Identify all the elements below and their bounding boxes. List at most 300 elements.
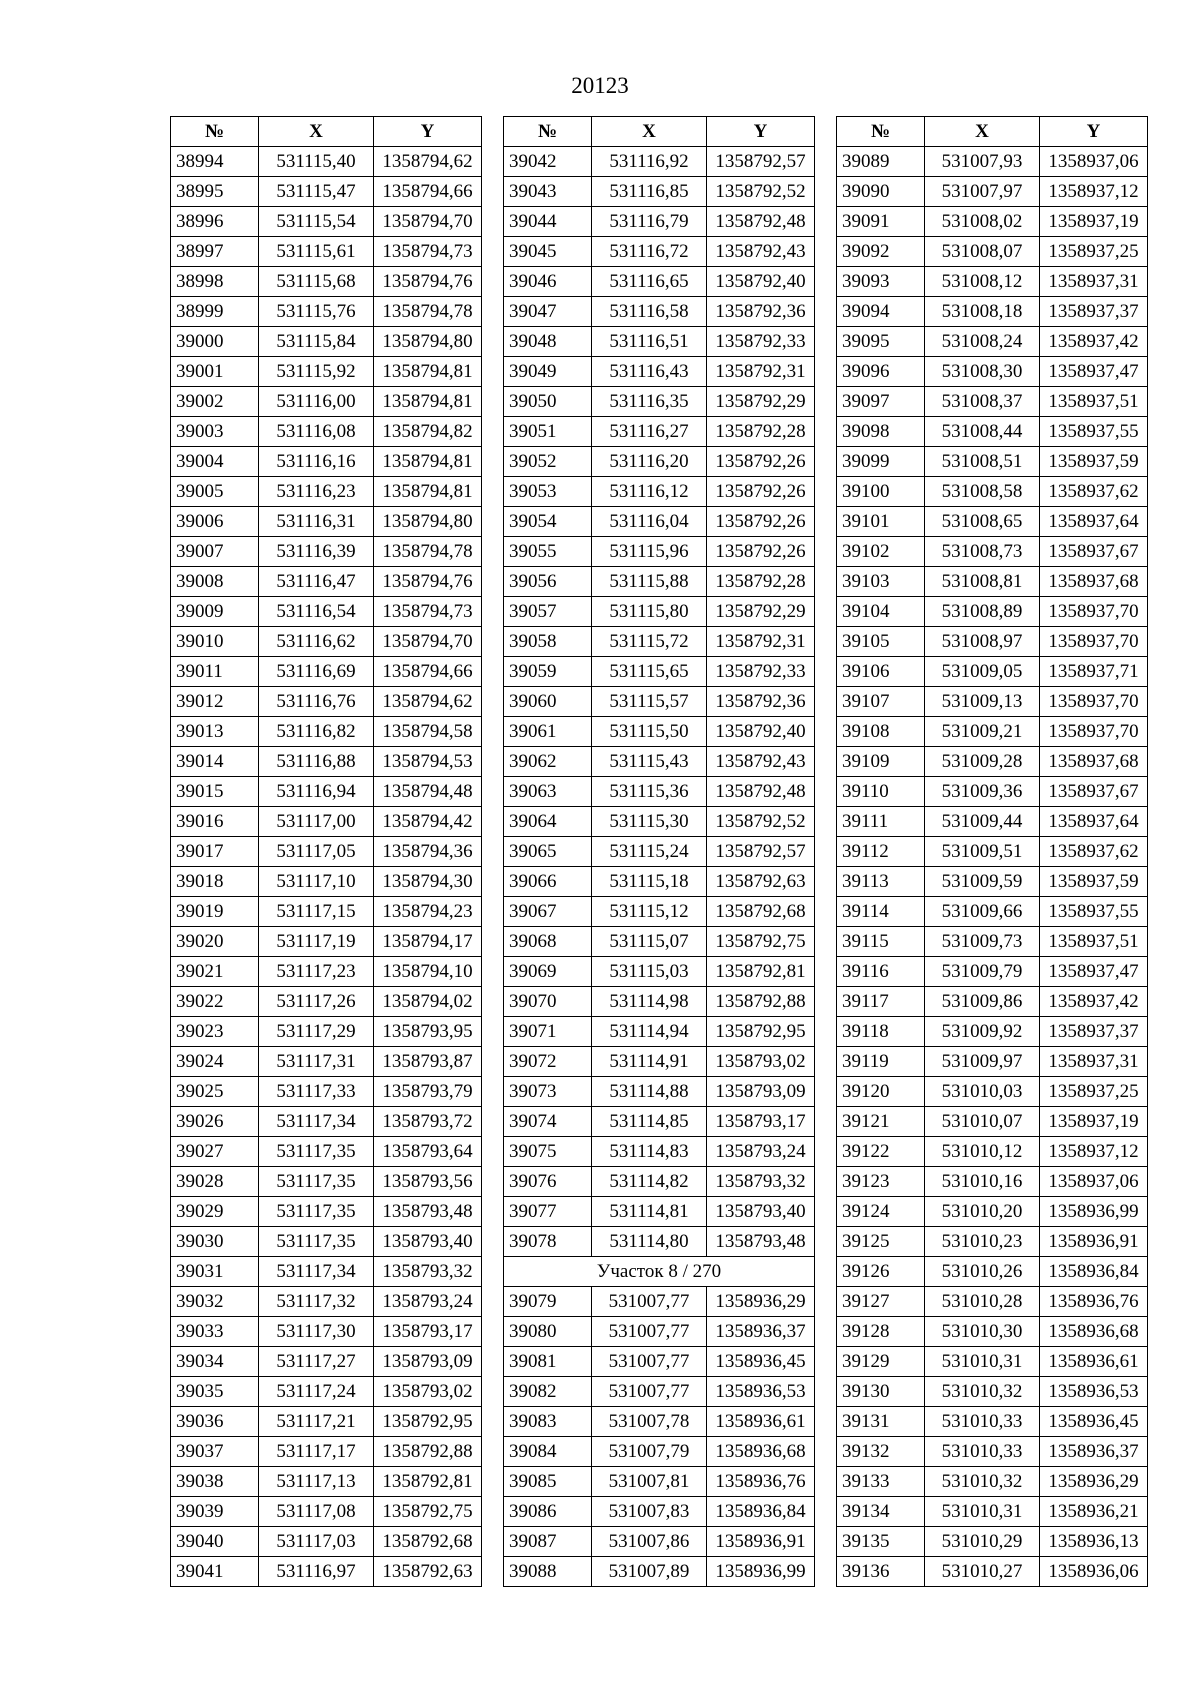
point-number: 39017 (171, 837, 259, 867)
point-number: 39006 (171, 507, 259, 537)
table-row (504, 1557, 815, 1587)
y-coordinate: 1358936,53 (707, 1377, 815, 1407)
y-coordinate: 1358794,80 (374, 327, 482, 357)
coordinates-table-1 (170, 116, 482, 1587)
point-number: 39007 (171, 537, 259, 567)
table-row (504, 237, 815, 267)
section-row (504, 1257, 815, 1287)
point-number: 39106 (837, 657, 925, 687)
table-row (504, 927, 815, 957)
x-coordinate: 531117,27 (259, 1347, 374, 1377)
y-coordinate: 1358793,87 (374, 1047, 482, 1077)
table-row (837, 1497, 1148, 1527)
y-coordinate: 1358937,47 (1040, 357, 1148, 387)
table-row (171, 387, 482, 417)
x-coordinate: 531117,24 (259, 1377, 374, 1407)
y-coordinate: 1358936,13 (1040, 1527, 1148, 1557)
point-number: 39043 (504, 177, 592, 207)
x-coordinate: 531007,77 (592, 1287, 707, 1317)
point-number: 39101 (837, 507, 925, 537)
point-number: 39085 (504, 1467, 592, 1497)
x-coordinate: 531008,51 (925, 447, 1040, 477)
y-coordinate: 1358937,12 (1040, 177, 1148, 207)
y-coordinate: 1358792,36 (707, 687, 815, 717)
table-row (504, 627, 815, 657)
x-coordinate: 531007,77 (592, 1347, 707, 1377)
y-coordinate: 1358792,81 (374, 1467, 482, 1497)
table-row (837, 807, 1148, 837)
x-coordinate: 531008,44 (925, 417, 1040, 447)
point-number: 39041 (171, 1557, 259, 1587)
table-row (837, 687, 1148, 717)
point-number: 39056 (504, 567, 592, 597)
x-coordinate: 531116,39 (259, 537, 374, 567)
table-row (504, 747, 815, 777)
table-row (171, 1227, 482, 1257)
point-number: 39039 (171, 1497, 259, 1527)
x-coordinate: 531116,47 (259, 567, 374, 597)
y-coordinate: 1358936,91 (707, 1527, 815, 1557)
table-row (504, 1197, 815, 1227)
point-number: 39088 (504, 1557, 592, 1587)
x-coordinate: 531010,29 (925, 1527, 1040, 1557)
table-row (837, 717, 1148, 747)
point-number: 39016 (171, 807, 259, 837)
y-coordinate: 1358937,51 (1040, 927, 1148, 957)
table-row (504, 837, 815, 867)
table-row (171, 957, 482, 987)
y-coordinate: 1358794,66 (374, 657, 482, 687)
x-coordinate: 531116,54 (259, 597, 374, 627)
point-number: 39037 (171, 1437, 259, 1467)
y-coordinate: 1358794,78 (374, 537, 482, 567)
x-coordinate: 531114,98 (592, 987, 707, 1017)
x-coordinate: 531008,58 (925, 477, 1040, 507)
table-row (171, 657, 482, 687)
y-coordinate: 1358792,68 (374, 1527, 482, 1557)
header-y: Y (707, 117, 815, 147)
x-coordinate: 531116,97 (259, 1557, 374, 1587)
x-coordinate: 531115,03 (592, 957, 707, 987)
y-coordinate: 1358794,62 (374, 147, 482, 177)
table-row (504, 267, 815, 297)
point-number: 39083 (504, 1407, 592, 1437)
table-row (171, 1557, 482, 1587)
point-number: 39127 (837, 1287, 925, 1317)
y-coordinate: 1358937,25 (1040, 1077, 1148, 1107)
x-coordinate: 531115,96 (592, 537, 707, 567)
table-row (504, 1377, 815, 1407)
y-coordinate: 1358794,82 (374, 417, 482, 447)
table-row (171, 1197, 482, 1227)
table-row (837, 1167, 1148, 1197)
x-coordinate: 531009,44 (925, 807, 1040, 837)
y-coordinate: 1358794,80 (374, 507, 482, 537)
y-coordinate: 1358792,28 (707, 417, 815, 447)
x-coordinate: 531114,91 (592, 1047, 707, 1077)
table-row (171, 1137, 482, 1167)
table-row (171, 1107, 482, 1137)
x-coordinate: 531117,32 (259, 1287, 374, 1317)
header-row (171, 117, 482, 147)
point-number: 39026 (171, 1107, 259, 1137)
x-coordinate: 531116,82 (259, 717, 374, 747)
table-row (504, 897, 815, 927)
point-number: 39029 (171, 1197, 259, 1227)
table-row (837, 297, 1148, 327)
y-coordinate: 1358792,36 (707, 297, 815, 327)
y-coordinate: 1358794,81 (374, 447, 482, 477)
x-coordinate: 531116,12 (592, 477, 707, 507)
y-coordinate: 1358937,25 (1040, 237, 1148, 267)
point-number: 39009 (171, 597, 259, 627)
point-number: 39045 (504, 237, 592, 267)
x-coordinate: 531009,97 (925, 1047, 1040, 1077)
x-coordinate: 531116,65 (592, 267, 707, 297)
x-coordinate: 531009,79 (925, 957, 1040, 987)
x-coordinate: 531008,30 (925, 357, 1040, 387)
x-coordinate: 531117,15 (259, 897, 374, 927)
x-coordinate: 531008,12 (925, 267, 1040, 297)
x-coordinate: 531010,32 (925, 1467, 1040, 1497)
point-number: 39084 (504, 1437, 592, 1467)
y-coordinate: 1358793,09 (707, 1077, 815, 1107)
x-coordinate: 531116,51 (592, 327, 707, 357)
point-number: 39014 (171, 747, 259, 777)
point-number: 39117 (837, 987, 925, 1017)
table-row (504, 687, 815, 717)
table-row (504, 1467, 815, 1497)
table-row (171, 747, 482, 777)
x-coordinate: 531010,31 (925, 1497, 1040, 1527)
point-number: 39123 (837, 1167, 925, 1197)
table-row (504, 567, 815, 597)
x-coordinate: 531007,93 (925, 147, 1040, 177)
header-row (837, 117, 1148, 147)
x-coordinate: 531117,29 (259, 1017, 374, 1047)
point-number: 39125 (837, 1227, 925, 1257)
table-row (504, 1167, 815, 1197)
x-coordinate: 531007,83 (592, 1497, 707, 1527)
y-coordinate: 1358937,70 (1040, 597, 1148, 627)
point-number: 39073 (504, 1077, 592, 1107)
point-number: 39063 (504, 777, 592, 807)
x-coordinate: 531114,85 (592, 1107, 707, 1137)
table-row (171, 237, 482, 267)
header-x: X (592, 117, 707, 147)
x-coordinate: 531115,24 (592, 837, 707, 867)
table-row (171, 417, 482, 447)
x-coordinate: 531009,21 (925, 717, 1040, 747)
x-coordinate: 531009,86 (925, 987, 1040, 1017)
point-number: 39095 (837, 327, 925, 357)
table-row (171, 447, 482, 477)
x-coordinate: 531008,18 (925, 297, 1040, 327)
x-coordinate: 531009,51 (925, 837, 1040, 867)
x-coordinate: 531116,00 (259, 387, 374, 417)
x-coordinate: 531115,07 (592, 927, 707, 957)
y-coordinate: 1358793,32 (707, 1167, 815, 1197)
x-coordinate: 531010,07 (925, 1107, 1040, 1137)
y-coordinate: 1358792,88 (707, 987, 815, 1017)
point-number: 39124 (837, 1197, 925, 1227)
table-row (837, 1557, 1148, 1587)
x-coordinate: 531010,23 (925, 1227, 1040, 1257)
y-coordinate: 1358792,57 (707, 837, 815, 867)
table-row (837, 477, 1148, 507)
point-number: 39069 (504, 957, 592, 987)
point-number: 39002 (171, 387, 259, 417)
table-row (171, 507, 482, 537)
x-coordinate: 531117,19 (259, 927, 374, 957)
x-coordinate: 531117,03 (259, 1527, 374, 1557)
y-coordinate: 1358937,59 (1040, 867, 1148, 897)
table-row (504, 207, 815, 237)
y-coordinate: 1358793,95 (374, 1017, 482, 1047)
table-row (837, 837, 1148, 867)
y-coordinate: 1358793,02 (707, 1047, 815, 1077)
x-coordinate: 531117,00 (259, 807, 374, 837)
x-coordinate: 531008,81 (925, 567, 1040, 597)
x-coordinate: 531117,35 (259, 1197, 374, 1227)
y-coordinate: 1358937,55 (1040, 897, 1148, 927)
point-number: 39047 (504, 297, 592, 327)
point-number: 39130 (837, 1377, 925, 1407)
x-coordinate: 531010,28 (925, 1287, 1040, 1317)
x-coordinate: 531116,20 (592, 447, 707, 477)
y-coordinate: 1358792,29 (707, 597, 815, 627)
table-row (504, 957, 815, 987)
y-coordinate: 1358793,79 (374, 1077, 482, 1107)
point-number: 39020 (171, 927, 259, 957)
point-number: 39075 (504, 1137, 592, 1167)
y-coordinate: 1358937,47 (1040, 957, 1148, 987)
y-coordinate: 1358793,72 (374, 1107, 482, 1137)
point-number: 39012 (171, 687, 259, 717)
x-coordinate: 531009,73 (925, 927, 1040, 957)
point-number: 39023 (171, 1017, 259, 1047)
table-row (171, 717, 482, 747)
table-row (171, 207, 482, 237)
point-number: 39004 (171, 447, 259, 477)
table-row (504, 177, 815, 207)
page-number: 20123 (571, 73, 629, 98)
point-number: 39072 (504, 1047, 592, 1077)
y-coordinate: 1358937,64 (1040, 807, 1148, 837)
y-coordinate: 1358936,37 (1040, 1437, 1148, 1467)
y-coordinate: 1358792,40 (707, 267, 815, 297)
y-coordinate: 1358936,45 (707, 1347, 815, 1377)
y-coordinate: 1358937,37 (1040, 297, 1148, 327)
y-coordinate: 1358794,62 (374, 687, 482, 717)
point-number: 39120 (837, 1077, 925, 1107)
table-row (171, 1467, 482, 1497)
x-coordinate: 531116,62 (259, 627, 374, 657)
point-number: 39034 (171, 1347, 259, 1377)
table-row (171, 987, 482, 1017)
y-coordinate: 1358936,99 (1040, 1197, 1148, 1227)
x-coordinate: 531007,89 (592, 1557, 707, 1587)
x-coordinate: 531115,40 (259, 147, 374, 177)
point-number: 39113 (837, 867, 925, 897)
y-coordinate: 1358936,76 (707, 1467, 815, 1497)
x-coordinate: 531115,54 (259, 207, 374, 237)
header-y: Y (1040, 117, 1148, 147)
table-row (504, 657, 815, 687)
x-coordinate: 531116,79 (592, 207, 707, 237)
table-row (837, 357, 1148, 387)
table-row (171, 477, 482, 507)
table-row (837, 927, 1148, 957)
section-title: Участок 8 / 270 (504, 1257, 815, 1287)
x-coordinate: 531114,94 (592, 1017, 707, 1047)
table-row (504, 807, 815, 837)
point-number: 39019 (171, 897, 259, 927)
point-number: 39038 (171, 1467, 259, 1497)
table-row (504, 537, 815, 567)
point-number: 39001 (171, 357, 259, 387)
table-row (837, 1017, 1148, 1047)
x-coordinate: 531115,72 (592, 627, 707, 657)
y-coordinate: 1358937,70 (1040, 717, 1148, 747)
point-number: 39010 (171, 627, 259, 657)
x-coordinate: 531008,37 (925, 387, 1040, 417)
table-row (837, 1317, 1148, 1347)
y-coordinate: 1358792,33 (707, 657, 815, 687)
x-coordinate: 531115,92 (259, 357, 374, 387)
y-coordinate: 1358936,21 (1040, 1497, 1148, 1527)
y-coordinate: 1358793,48 (707, 1227, 815, 1257)
y-coordinate: 1358937,42 (1040, 327, 1148, 357)
y-coordinate: 1358794,58 (374, 717, 482, 747)
x-coordinate: 531116,69 (259, 657, 374, 687)
x-coordinate: 531010,16 (925, 1167, 1040, 1197)
x-coordinate: 531009,36 (925, 777, 1040, 807)
y-coordinate: 1358792,33 (707, 327, 815, 357)
x-coordinate: 531117,17 (259, 1437, 374, 1467)
header-num: № (837, 117, 925, 147)
point-number: 39008 (171, 567, 259, 597)
table-row (171, 1497, 482, 1527)
x-coordinate: 531117,33 (259, 1077, 374, 1107)
y-coordinate: 1358794,17 (374, 927, 482, 957)
table-row (171, 1347, 482, 1377)
table-row (504, 867, 815, 897)
point-number: 39091 (837, 207, 925, 237)
table-row (504, 1527, 815, 1557)
table-row (171, 597, 482, 627)
point-number: 39021 (171, 957, 259, 987)
y-coordinate: 1358794,70 (374, 627, 482, 657)
y-coordinate: 1358936,84 (1040, 1257, 1148, 1287)
point-number: 39114 (837, 897, 925, 927)
y-coordinate: 1358937,37 (1040, 1017, 1148, 1047)
point-number: 39131 (837, 1407, 925, 1437)
y-coordinate: 1358794,70 (374, 207, 482, 237)
table-row (837, 1437, 1148, 1467)
table-row (171, 627, 482, 657)
header-y: Y (374, 117, 482, 147)
y-coordinate: 1358792,95 (374, 1407, 482, 1437)
y-coordinate: 1358792,29 (707, 387, 815, 417)
x-coordinate: 531117,35 (259, 1137, 374, 1167)
y-coordinate: 1358794,81 (374, 477, 482, 507)
x-coordinate: 531009,59 (925, 867, 1040, 897)
x-coordinate: 531115,61 (259, 237, 374, 267)
x-coordinate: 531010,03 (925, 1077, 1040, 1107)
point-number: 39036 (171, 1407, 259, 1437)
y-coordinate: 1358793,64 (374, 1137, 482, 1167)
table-row (171, 297, 482, 327)
x-coordinate: 531116,04 (592, 507, 707, 537)
y-coordinate: 1358793,17 (707, 1107, 815, 1137)
y-coordinate: 1358937,70 (1040, 627, 1148, 657)
table-row (837, 1407, 1148, 1437)
y-coordinate: 1358792,75 (374, 1497, 482, 1527)
y-coordinate: 1358793,56 (374, 1167, 482, 1197)
x-coordinate: 531117,08 (259, 1497, 374, 1527)
table-row (171, 837, 482, 867)
y-coordinate: 1358936,61 (1040, 1347, 1148, 1377)
point-number: 39090 (837, 177, 925, 207)
table-row (837, 897, 1148, 927)
point-number: 39133 (837, 1467, 925, 1497)
y-coordinate: 1358936,84 (707, 1497, 815, 1527)
point-number: 39022 (171, 987, 259, 1017)
point-number: 39067 (504, 897, 592, 927)
x-coordinate: 531115,18 (592, 867, 707, 897)
table-row (504, 1137, 815, 1167)
y-coordinate: 1358793,24 (707, 1137, 815, 1167)
x-coordinate: 531009,05 (925, 657, 1040, 687)
y-coordinate: 1358936,06 (1040, 1557, 1148, 1587)
y-coordinate: 1358792,31 (707, 627, 815, 657)
point-number: 38994 (171, 147, 259, 177)
point-number: 39035 (171, 1377, 259, 1407)
table-row (504, 507, 815, 537)
point-number: 39027 (171, 1137, 259, 1167)
table-row (504, 717, 815, 747)
point-number: 39111 (837, 807, 925, 837)
point-number: 39126 (837, 1257, 925, 1287)
y-coordinate: 1358937,06 (1040, 147, 1148, 177)
y-coordinate: 1358794,10 (374, 957, 482, 987)
x-coordinate: 531010,12 (925, 1137, 1040, 1167)
table-row (837, 867, 1148, 897)
table-row (504, 417, 815, 447)
table-row (504, 147, 815, 177)
header-row (504, 117, 815, 147)
point-number: 39087 (504, 1527, 592, 1557)
x-coordinate: 531116,85 (592, 177, 707, 207)
point-number: 39076 (504, 1167, 592, 1197)
y-coordinate: 1358937,70 (1040, 687, 1148, 717)
point-number: 39116 (837, 957, 925, 987)
table-row (171, 867, 482, 897)
x-coordinate: 531007,79 (592, 1437, 707, 1467)
point-number: 39093 (837, 267, 925, 297)
table-row (837, 1077, 1148, 1107)
point-number: 39055 (504, 537, 592, 567)
point-number: 39082 (504, 1377, 592, 1407)
point-number: 39134 (837, 1497, 925, 1527)
table-row (504, 357, 815, 387)
point-number: 39042 (504, 147, 592, 177)
x-coordinate: 531114,88 (592, 1077, 707, 1107)
x-coordinate: 531008,07 (925, 237, 1040, 267)
point-number: 39071 (504, 1017, 592, 1047)
point-number: 39064 (504, 807, 592, 837)
